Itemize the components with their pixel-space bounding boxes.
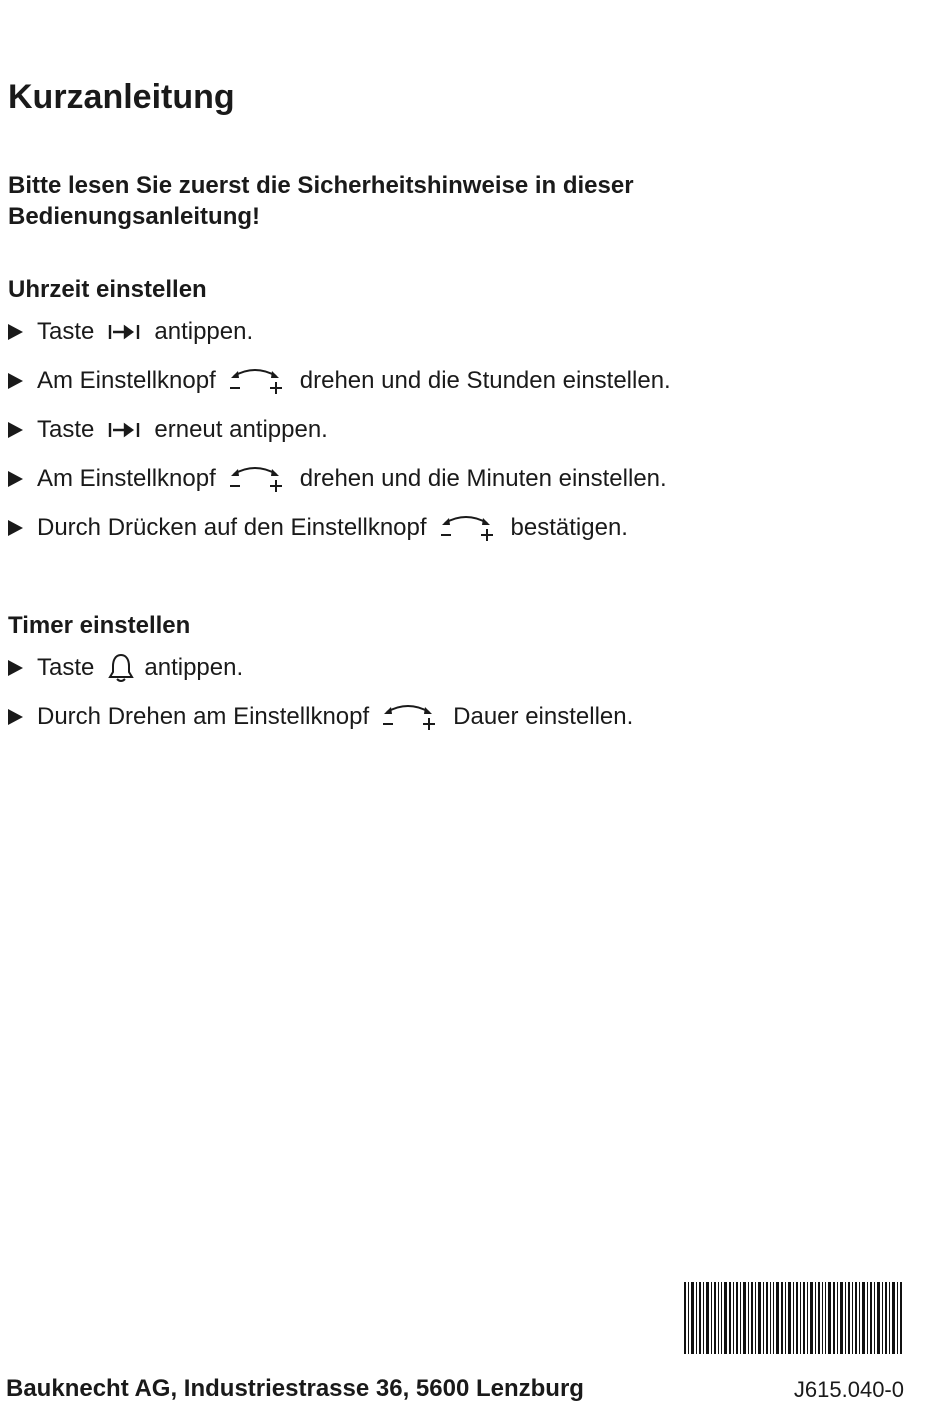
- step-item: [8, 692, 633, 741]
- page-title: Kurzanleitung: [8, 78, 235, 116]
- step-text-before: Am Einstellknopf: [37, 366, 216, 394]
- section-title-uhrzeit: Uhrzeit einstellen: [8, 276, 207, 303]
- step-item: [8, 503, 671, 552]
- step-text-before: Durch Drehen am Einstellknopf: [37, 702, 370, 730]
- step-text-after: drehen und die Stunden einstellen.: [299, 366, 671, 394]
- step-text-after: drehen und die Minuten einstellen.: [299, 464, 667, 492]
- step-item: [8, 405, 671, 454]
- step-text-before: Durch Drücken auf den Einstellknopf: [37, 513, 427, 541]
- step-item: [8, 307, 671, 356]
- bullet-icon: [8, 324, 23, 340]
- step-text-before: Taste: [37, 317, 95, 345]
- knob-minus-plus-icon: [379, 702, 437, 732]
- step-text-before: Taste: [37, 653, 95, 681]
- clock-set-icon: [108, 322, 142, 342]
- step-text-after: Dauer einstellen.: [453, 702, 634, 730]
- knob-minus-plus-icon: [226, 464, 284, 494]
- barcode-icon: [684, 1282, 902, 1354]
- bullet-icon: [8, 520, 23, 536]
- step-text-after: erneut antippen.: [154, 415, 328, 443]
- company-address: Bauknecht AG, Industriestrasse 36, 5600 Lenzburg: [6, 1375, 584, 1402]
- bullet-icon: [8, 709, 23, 725]
- safety-intro: Bitte lesen Sie zuerst die Sicherheitshinweise in dieser Bedienungsanleitung!: [8, 172, 634, 230]
- step-text-after: antippen.: [144, 653, 244, 681]
- step-item: [8, 454, 671, 503]
- knob-minus-plus-icon: [437, 513, 495, 543]
- steps-uhrzeit: [8, 307, 671, 552]
- knob-minus-plus-icon: [226, 366, 284, 396]
- bullet-icon: [8, 422, 23, 438]
- step-text-before: Taste: [37, 415, 95, 443]
- step-text-after: antippen.: [154, 317, 254, 345]
- section-title-timer: Timer einstellen: [8, 612, 191, 639]
- bell-icon: [108, 653, 134, 683]
- step-text-before: Am Einstellknopf: [37, 464, 216, 492]
- bullet-icon: [8, 471, 23, 487]
- step-item: [8, 643, 633, 692]
- clock-set-icon: [108, 420, 142, 440]
- document-code: J615.040-0: [793, 1377, 904, 1402]
- steps-timer: [8, 643, 633, 741]
- bullet-icon: [8, 373, 23, 389]
- bullet-icon: [8, 660, 23, 676]
- step-item: [8, 356, 671, 405]
- step-text-after: bestätigen.: [510, 513, 628, 541]
